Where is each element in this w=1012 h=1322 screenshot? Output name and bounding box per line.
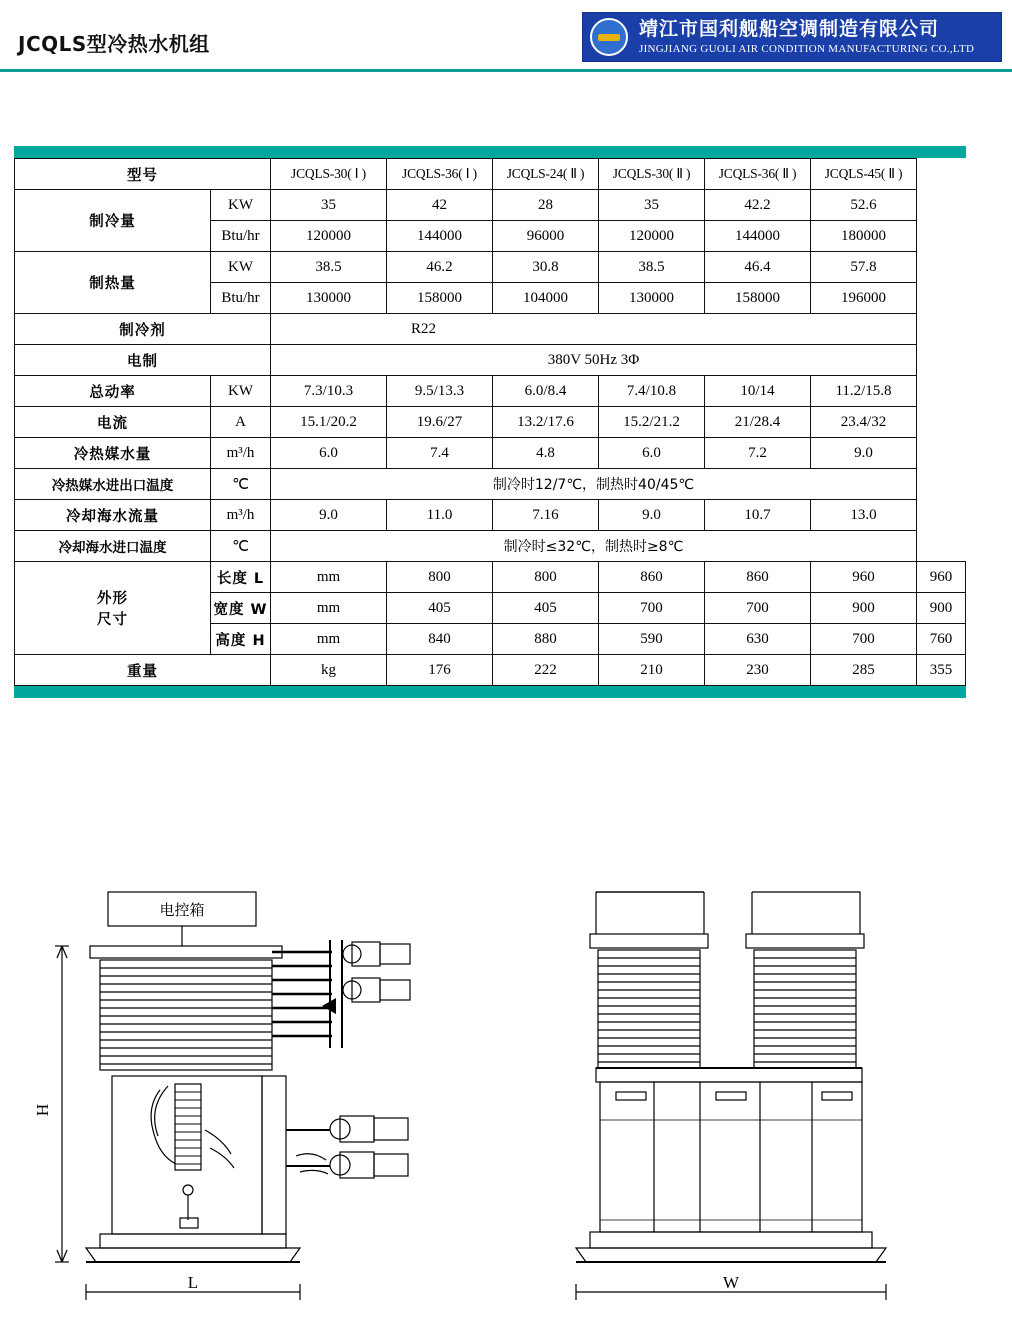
- cell: 96000: [493, 221, 599, 252]
- cell: 222: [493, 655, 599, 686]
- model-header-4: JCQLS-30( Ⅱ ): [599, 159, 705, 190]
- row-label-model: 型号: [15, 159, 271, 190]
- row-label-power-supply: 电制: [15, 345, 271, 376]
- cell: 405: [387, 593, 493, 624]
- cell: 120000: [271, 221, 387, 252]
- cell: 6.0: [599, 438, 705, 469]
- cell: 28: [493, 190, 599, 221]
- cell: 104000: [493, 283, 599, 314]
- cell: 6.0/8.4: [493, 376, 599, 407]
- cell: 700: [599, 593, 705, 624]
- unit-height: mm: [271, 624, 387, 655]
- row-label-current: 电流: [15, 407, 211, 438]
- cell: 46.4: [705, 252, 811, 283]
- cell: 46.2: [387, 252, 493, 283]
- cell: 19.6/27: [387, 407, 493, 438]
- row-label-width: 宽度 W: [211, 593, 271, 624]
- cell: 30.8: [493, 252, 599, 283]
- cell: 285: [811, 655, 917, 686]
- row-label-water-temp: 冷热媒水进出口温度: [15, 469, 211, 500]
- cell-power-supply-value: 380V 50Hz 3Φ: [271, 345, 917, 376]
- model-header-5: JCQLS-36( Ⅱ ): [705, 159, 811, 190]
- globe-logo-icon: [587, 15, 631, 59]
- cell: 130000: [599, 283, 705, 314]
- cell: 860: [599, 562, 705, 593]
- table-top-accent-bar: [14, 146, 966, 158]
- unit-length: mm: [271, 562, 387, 593]
- dimensions-label-line1: 外形: [97, 591, 128, 607]
- unit-seawater-temp: ℃: [211, 531, 271, 562]
- row-label-height: 高度 H: [211, 624, 271, 655]
- cell: 630: [705, 624, 811, 655]
- length-dimension-label: L: [187, 1273, 199, 1292]
- page-title: JCQLS型冷热水机组: [18, 32, 210, 56]
- cell: 7.2: [705, 438, 811, 469]
- model-header-6: JCQLS-45( Ⅱ ): [811, 159, 917, 190]
- width-dimension-label: W: [722, 1273, 740, 1292]
- table-row: [15, 252, 966, 283]
- dimensions-label-line2: 尺寸: [97, 612, 128, 628]
- cell: 9.0: [599, 500, 705, 531]
- cell: 6.0: [271, 438, 387, 469]
- left-side-view: [33, 892, 410, 1300]
- cell: 840: [387, 624, 493, 655]
- cell: 900: [917, 593, 966, 624]
- unit-width: mm: [271, 593, 387, 624]
- unit-cooling-btu: Btu/hr: [211, 221, 271, 252]
- cell: 158000: [705, 283, 811, 314]
- cell: 405: [493, 593, 599, 624]
- cell: 760: [917, 624, 966, 655]
- unit-weight: kg: [271, 655, 387, 686]
- row-label-weight: 重量: [15, 655, 271, 686]
- right-front-view: [576, 892, 886, 1300]
- cell: 35: [271, 190, 387, 221]
- cell: 52.6: [811, 190, 917, 221]
- cell: 800: [387, 562, 493, 593]
- table-row: [15, 159, 966, 190]
- page-header: [0, 0, 1012, 72]
- cell: 35: [599, 190, 705, 221]
- cell: 176: [387, 655, 493, 686]
- cell: 9.5/13.3: [387, 376, 493, 407]
- table-row: [15, 314, 966, 345]
- table-row: [15, 655, 966, 686]
- row-label-dimensions: [15, 562, 211, 655]
- row-label-cooling-capacity: 制冷量: [15, 190, 211, 252]
- table-row: [15, 531, 966, 562]
- table-row: [15, 345, 966, 376]
- model-header-2: JCQLS-36( Ⅰ ): [387, 159, 493, 190]
- cell: 120000: [599, 221, 705, 252]
- cell-refrigerant-value: R22: [271, 314, 917, 345]
- cell: 960: [811, 562, 917, 593]
- cell: 700: [705, 593, 811, 624]
- cell: 10.7: [705, 500, 811, 531]
- cell: 15.2/21.2: [599, 407, 705, 438]
- unit-water-flow: m³/h: [211, 438, 271, 469]
- row-label-seawater-flow: 冷却海水流量: [15, 500, 211, 531]
- cell: 57.8: [811, 252, 917, 283]
- row-label-water-flow: 冷热媒水量: [15, 438, 211, 469]
- technical-drawings: [0, 880, 1012, 1320]
- cell: 230: [705, 655, 811, 686]
- unit-seawater-flow: m³/h: [211, 500, 271, 531]
- unit-current: A: [211, 407, 271, 438]
- cell: 960: [917, 562, 966, 593]
- cell: 23.4/32: [811, 407, 917, 438]
- cell: 4.8: [493, 438, 599, 469]
- cell: 900: [811, 593, 917, 624]
- cell: 42: [387, 190, 493, 221]
- cell: 9.0: [811, 438, 917, 469]
- cell: 42.2: [705, 190, 811, 221]
- cell: 7.16: [493, 500, 599, 531]
- row-label-seawater-temp: 冷却海水进口温度: [15, 531, 211, 562]
- cell: 144000: [705, 221, 811, 252]
- control-box-label: 电控箱: [159, 901, 205, 919]
- cell: 13.0: [811, 500, 917, 531]
- cell: 880: [493, 624, 599, 655]
- table-bottom-accent-bar: [14, 686, 966, 698]
- cell: 860: [705, 562, 811, 593]
- cell: 38.5: [599, 252, 705, 283]
- company-logo-bar: [582, 12, 1002, 62]
- cell: 11.2/15.8: [811, 376, 917, 407]
- table-row: [15, 376, 966, 407]
- company-name-en: JINGJIANG GUOLI AIR CONDITION MANUFACTURING CO.,LTD: [639, 42, 975, 55]
- spec-table-wrap: [14, 146, 966, 698]
- cell: 130000: [271, 283, 387, 314]
- table-row: [15, 438, 966, 469]
- table-row: [15, 469, 966, 500]
- cell: 196000: [811, 283, 917, 314]
- cell: 10/14: [705, 376, 811, 407]
- table-row: [15, 407, 966, 438]
- cell: 7.4/10.8: [599, 376, 705, 407]
- cell: 210: [599, 655, 705, 686]
- specification-table: [14, 158, 966, 686]
- model-header-1: JCQLS-30( Ⅰ ): [271, 159, 387, 190]
- cell-seawater-temp-value: 制冷时≤32℃，制热时≥8℃: [271, 531, 917, 562]
- cell: 7.3/10.3: [271, 376, 387, 407]
- row-label-length: 长度 L: [211, 562, 271, 593]
- model-header-3: JCQLS-24( Ⅱ ): [493, 159, 599, 190]
- company-name-cn: 靖江市国利舰船空调制造有限公司: [639, 17, 940, 40]
- unit-heating-btu: Btu/hr: [211, 283, 271, 314]
- cell: 15.1/20.2: [271, 407, 387, 438]
- cell-water-temp-value: 制冷时12/7℃，制热时40/45℃: [271, 469, 917, 500]
- cell: 38.5: [271, 252, 387, 283]
- cell: 13.2/17.6: [493, 407, 599, 438]
- cell: 180000: [811, 221, 917, 252]
- cell: 7.4: [387, 438, 493, 469]
- row-label-refrigerant: 制冷剂: [15, 314, 271, 345]
- cell: 590: [599, 624, 705, 655]
- table-row: [15, 190, 966, 221]
- row-label-total-power: 总动率: [15, 376, 211, 407]
- unit-heating-kw: KW: [211, 252, 271, 283]
- cell: 355: [917, 655, 966, 686]
- row-label-heating-capacity: 制热量: [15, 252, 211, 314]
- unit-total-power: KW: [211, 376, 271, 407]
- cell: 158000: [387, 283, 493, 314]
- height-dimension-label: H: [33, 1103, 52, 1117]
- cell: 144000: [387, 221, 493, 252]
- table-row: [15, 562, 966, 593]
- unit-water-temp: ℃: [211, 469, 271, 500]
- unit-cooling-kw: KW: [211, 190, 271, 221]
- drawings-svg: [0, 880, 1012, 1320]
- cell: 700: [811, 624, 917, 655]
- cell: 9.0: [271, 500, 387, 531]
- table-row: [15, 500, 966, 531]
- cell: 800: [493, 562, 599, 593]
- cell: 11.0: [387, 500, 493, 531]
- cell: 21/28.4: [705, 407, 811, 438]
